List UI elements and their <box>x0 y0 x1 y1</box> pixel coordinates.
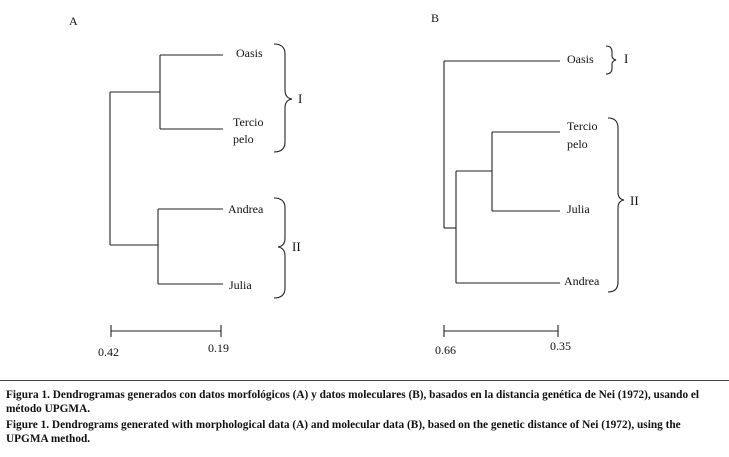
scale-label-right: 0.35 <box>550 339 571 353</box>
leaf-label: pelo <box>567 137 588 151</box>
caption-prefix: Figure 1. <box>6 419 50 431</box>
cluster-label: II <box>630 193 639 208</box>
leaf-label: Tercio <box>567 119 598 133</box>
panel-a-letter: A <box>69 14 78 28</box>
panel-a-scale-bar <box>98 325 229 359</box>
leaf-label: Oasis <box>236 46 263 60</box>
scale-label-right: 0.19 <box>208 341 229 355</box>
leaf-label: Andrea <box>228 202 264 216</box>
leaf-label: pelo <box>233 132 254 146</box>
leaf-label: Julia <box>229 278 252 292</box>
cluster-brace <box>274 44 292 152</box>
panel-b <box>431 11 639 357</box>
caption-prefix: Figura 1. <box>6 389 50 401</box>
caption-text: Dendrograms generated with morphological data (A) and molecular data (B), based on the genetic distance of Nei (1972), using the UPGMA method. <box>6 419 681 445</box>
scale-label-left: 0.42 <box>98 345 119 359</box>
cluster-brace <box>608 118 624 292</box>
cluster-label: I <box>298 91 303 106</box>
caption-english <box>6 418 724 446</box>
scale-label-left: 0.66 <box>435 343 456 357</box>
panel-b-tree <box>444 61 560 283</box>
cluster-label: I <box>624 51 629 66</box>
leaf-label: Tercio <box>233 115 264 129</box>
leaf-label: Julia <box>567 202 590 216</box>
figure-caption <box>6 388 724 448</box>
panel-a-tree <box>110 55 223 284</box>
cluster-brace <box>274 198 285 298</box>
panel-a <box>69 14 302 359</box>
leaf-label: Andrea <box>564 274 600 288</box>
caption-spanish <box>6 388 724 416</box>
leaf-label: Oasis <box>567 52 594 66</box>
cluster-brace <box>606 46 616 74</box>
caption-text: Dendrogramas generados con datos morfológicos (A) y datos moleculares (B), basados en la distancia genética de Nei (1972), usando el método UPGMA. <box>6 389 700 415</box>
panel-b-scale-bar <box>435 325 571 357</box>
panel-b-letter: B <box>431 11 440 25</box>
cluster-label: II <box>292 239 301 254</box>
